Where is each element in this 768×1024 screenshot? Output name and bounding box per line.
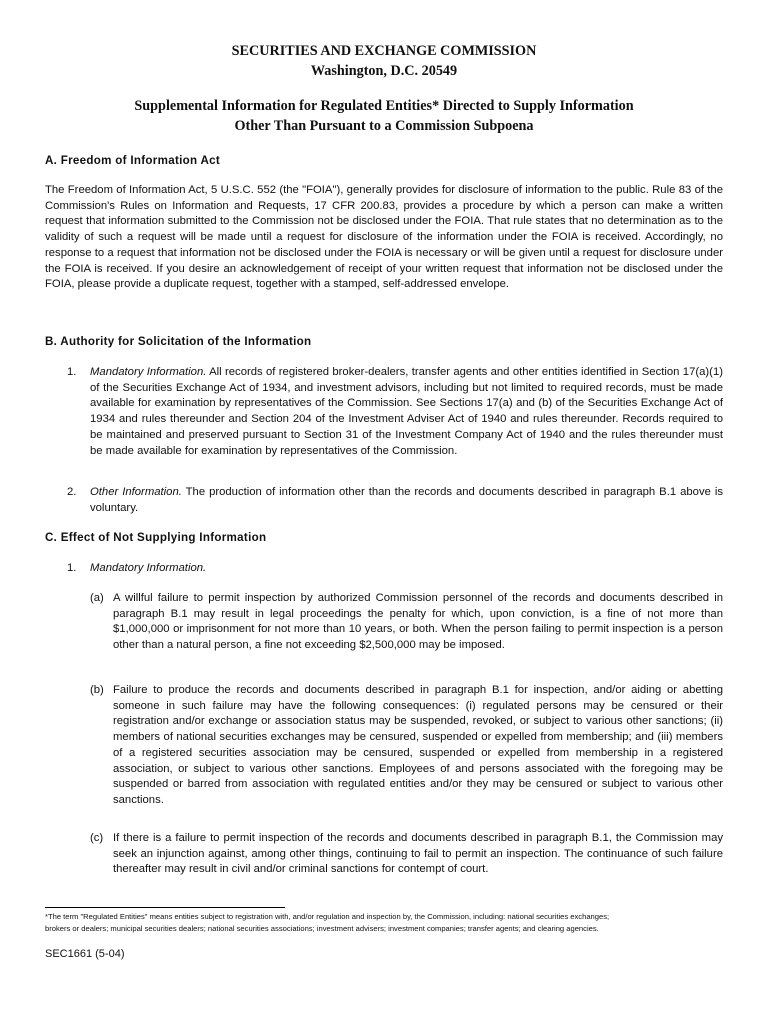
section-b-item2-number: 2.	[67, 486, 77, 498]
section-b-item1-text: All records of registered broker-dealers, transfer agents and other entities identified in Section 17(a)(1) of the Securities Exchange Act of 1934, and investment advisors, including but not limited to required records, must be made available for examination by representatives of the Commission. See Sections 17(a) and (b) of the Securities Exchange Act of 1934 and rules thereunder and Section 204 of the Investment Adviser Act of 1940 and rules thereunder. Records required to be maintained and preserved pursuant to Section 31 of the Investment Company Act of 1940 and the rules thereunder must be made available for examination by representatives of the Commission.	[90, 366, 723, 457]
form-number: SEC1661 (5-04)	[45, 948, 125, 960]
title-line-2: Other Than Pursuant to a Commission Subpoena	[234, 118, 534, 134]
title-line-1: Supplemental Information for Regulated Entities* Directed to Supply Information	[134, 98, 634, 114]
section-c-sub-c: If there is a failure to permit inspection of the records and documents described in paragraph B.1, the Commission may seek an injunction against, among other things, continuing to fail to permit an inspection. The continuance of such failure thereafter may result in civil and/or criminal sanctions for contempt of court.	[113, 832, 723, 876]
agency-location: Washington, D.C. 20549	[310, 63, 458, 79]
section-c-sub-c-label: (c)	[90, 832, 104, 844]
section-c-sub-a: A willful failure to permit inspection by authorized Commission personnel of the records and documents described in paragraph B.1 may result in legal proceedings the penalty for which, upon conviction, is a fine of not more than $1,000,000 or imprisonment for not more than 10 years, or both. When the person failing to permit inspection is a person other than a natural person, a fine not exceeding $2,500,000 may be imposed.	[113, 592, 723, 652]
section-b-item1-label: Mandatory Information.	[90, 366, 207, 378]
footnote-line-2: brokers or dealers; municipal securities dealers; national securities associations; investment advisers; investment companies; transfer agents; and clearing agencies.	[45, 924, 599, 933]
footnote-divider	[45, 907, 285, 908]
section-b-item1-number: 1.	[67, 366, 77, 378]
section-b-item2-label: Other Information.	[90, 486, 182, 498]
agency-name: SECURITIES AND EXCHANGE COMMISSION	[231, 43, 537, 59]
section-c-sub-b: Failure to produce the records and documents described in paragraph B.1 for inspection, and/or aiding or abetting someone in such failure may have the following consequences: (i) regulated persons may be censured or their registration and/or exchange or association status may be suspended, revoked, or subject to various other sanctions; (ii) members of national securities exchanges may be censured, suspended or expelled from membership; and (iii) members of a registered securities association may be censured, suspended or expelled from membership in a registered association, or subject to various other sanctions. Employees of and persons associated with the foregoing may be suspended or barred from association with regulated entities and/or they may be censured or subject to various other sanctions.	[113, 684, 723, 806]
section-b-item2	[90, 485, 723, 516]
section-c-item1-label: Mandatory Information.	[90, 562, 207, 574]
section-a-body: The Freedom of Information Act, 5 U.S.C. 552 (the "FOIA"), generally provides for disclosure of information to the public. Rule 83 of the Commission's Rules on Information and Requests, 17 CFR 200.83, provides a procedure by which a person can make a written request that information submitted to the Commission not be disclosed under the FOIA. That rule states that no determination as to the validity of such a request will be made until a request for disclosure of the information under the FOIA is received. Accordingly, no response to a request that information not be disclosed under the FOIA is necessary or will be given until a request for disclosure under the FOIA is received. If you desire an acknowledgement of receipt of your written request that information not be disclosed under the FOIA, please provide a duplicate request, together with a stamped, self-addressed envelope.	[45, 184, 723, 291]
section-b-item1	[90, 365, 723, 459]
section-c-item1-number: 1.	[67, 562, 77, 574]
footnote-line-1: *The term "Regulated Entities" means entities subject to registration with, and/or regulation and inspection by, the Commission, including: national securities exchanges;	[45, 912, 610, 921]
section-a-heading: A. Freedom of Information Act	[45, 154, 221, 167]
section-c-heading: C. Effect of Not Supplying Information	[45, 531, 267, 544]
section-b-heading: B. Authority for Solicitation of the Information	[45, 335, 312, 348]
section-b-item2-text: The production of information other than the records and documents described in paragraph B.1 above is voluntary.	[90, 486, 723, 514]
section-c-sub-b-label: (b)	[90, 684, 104, 696]
section-c-sub-a-label: (a)	[90, 592, 104, 604]
